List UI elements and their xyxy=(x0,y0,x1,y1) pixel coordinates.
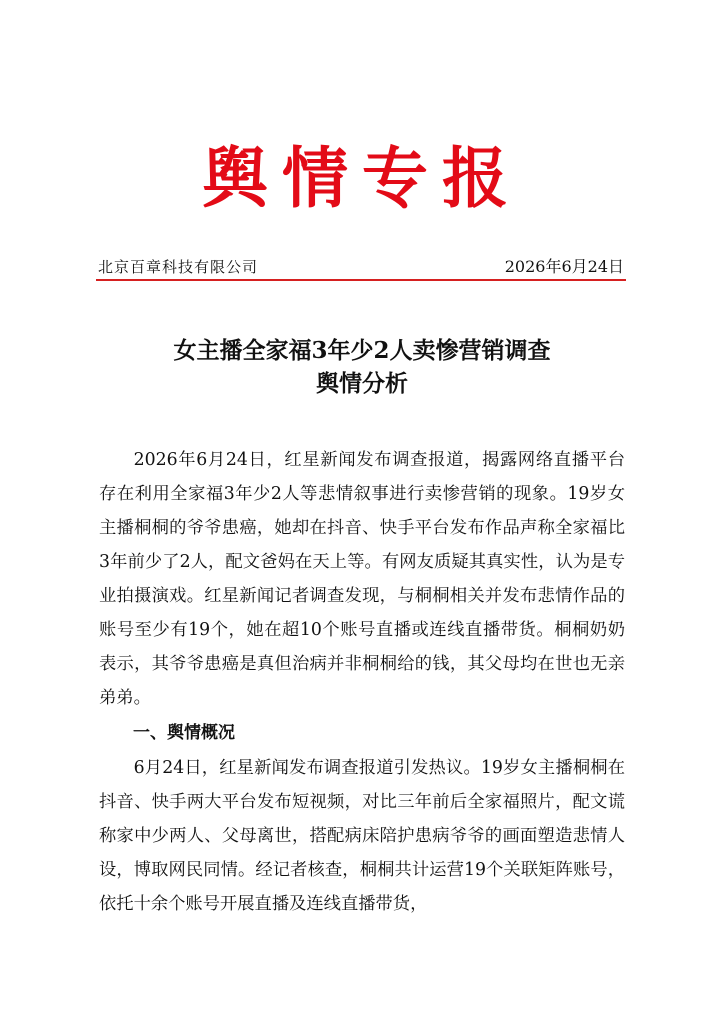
issuer-name: 北京百章科技有限公司 xyxy=(98,258,259,276)
masthead-title: 舆情专报 xyxy=(202,139,522,217)
report-date: 2026年6月24日 xyxy=(504,257,624,276)
report-title-line-1: 女主播全家福3年少2人卖惨营销调查 xyxy=(173,337,551,364)
overview-paragraph: 6月24日，红星新闻发布调查报道引发热议。19岁女主播桐桐在抖音、快手两大平台发布短视频，对比三年前后全家福照片，配文谎称家中少两人、父母离世，搭配病床陪护患病爷爷的画面塑造悲情人设，博取网民同情。经记者核查，桐桐共计运营19个关联矩阵账号，依托十余个账号开展直播及连线直播带货， xyxy=(99,758,625,914)
header-rule xyxy=(96,279,626,281)
intro-paragraph: 2026年6月24日，红星新闻发布调查报道，揭露网络直播平台存在利用全家福3年少2人等悲情叙事进行卖惨营销的现象。19岁女主播桐桐的爷爷患癌，她却在抖音、快手平台发布作品声称全家福比3年前少了2人，配文爸妈在天上等。有网友质疑其真实性，认为是专业拍摄演戏。红星新闻记者调查发现，与桐桐相关并发布悲情作品的账号至少有19个，她在超10个账号直播或连线直播带货。桐桐奶奶表示，其爷爷患癌是真但治病并非桐桐给的钱，其父母均在世也无亲弟弟。 xyxy=(99,450,625,708)
report-title-line-2: 舆情分析 xyxy=(316,370,408,397)
header-row xyxy=(98,254,624,280)
report-body xyxy=(99,443,625,921)
report-title xyxy=(60,334,664,400)
section-heading-overview: 一、舆情概况 xyxy=(133,723,235,743)
